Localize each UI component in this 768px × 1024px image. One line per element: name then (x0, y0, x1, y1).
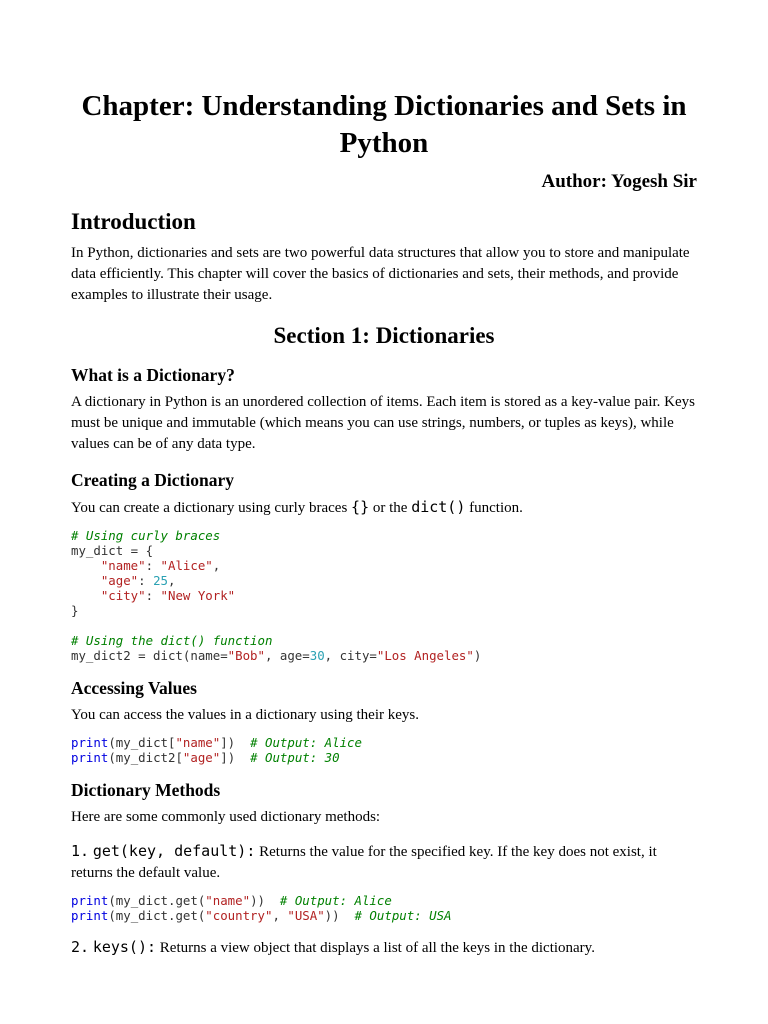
code-block-get-method: print(my_dict.get("name")) # Output: Alice print(my_dict.get("country", "USA")) # Output: USA (71, 893, 452, 923)
section-1-heading: Section 1: Dictionaries (273, 323, 495, 348)
what-is-dictionary-paragraph: A dictionary in Python is an unordered collection of items. Each item is stored as a key-value pair. Keys must be unique and immutable (which means you can use strings, numbers, or tuples as keys), while values can be of any data type. (71, 394, 696, 452)
dictionary-methods-paragraph: Here are some commonly used dictionary methods: (71, 809, 381, 825)
method-signature: keys(): (92, 938, 157, 956)
method-signature: get(key, default): (92, 842, 256, 860)
what-is-dictionary-heading: What is a Dictionary? (71, 365, 235, 385)
document-page (71, 88, 697, 968)
inline-code-dict: dict() (411, 498, 466, 516)
accessing-values-heading: Accessing Values (71, 678, 197, 698)
accessing-values-paragraph: You can access the values in a dictionary using their keys. (71, 707, 419, 723)
code-block-create-dictionary: # Using curly braces my_dict = { "name": "Alice", "age": 25, "city": "New York" } # Using the dict() function my_dict2 = dict(name="Bob", age=30, city="Los Angeles") (71, 528, 482, 663)
dictionary-methods-heading: Dictionary Methods (71, 780, 221, 800)
introduction-heading: Introduction (71, 209, 196, 234)
creating-dictionary-paragraph: You can create a dictionary using curly braces {} or the dict() function. (71, 498, 523, 516)
inline-code-braces: {} (351, 498, 370, 516)
code-block-accessing-values: print(my_dict["name"]) # Output: Alice print(my_dict2["age"]) # Output: 30 (71, 735, 362, 765)
methods-list (71, 841, 697, 959)
introduction-paragraph: In Python, dictionaries and sets are two powerful data structures that allow you to store and manipulate data efficiently. This chapter will cover the basics of dictionaries and sets, their methods, and provide examples to illustrate their usage. (71, 245, 690, 303)
list-item: 1. get(key, default): Returns the value for the specified key. If the key does not exist, it returns the default value. (71, 842, 657, 881)
chapter-title: Chapter: Understanding Dictionaries and Sets in Python (81, 90, 687, 159)
creating-dictionary-heading: Creating a Dictionary (71, 470, 234, 490)
author-line: Author: Yogesh Sir (541, 171, 697, 192)
list-item: 2. keys(): Returns a view object that displays a list of all the keys in the dictionary. (71, 938, 595, 956)
